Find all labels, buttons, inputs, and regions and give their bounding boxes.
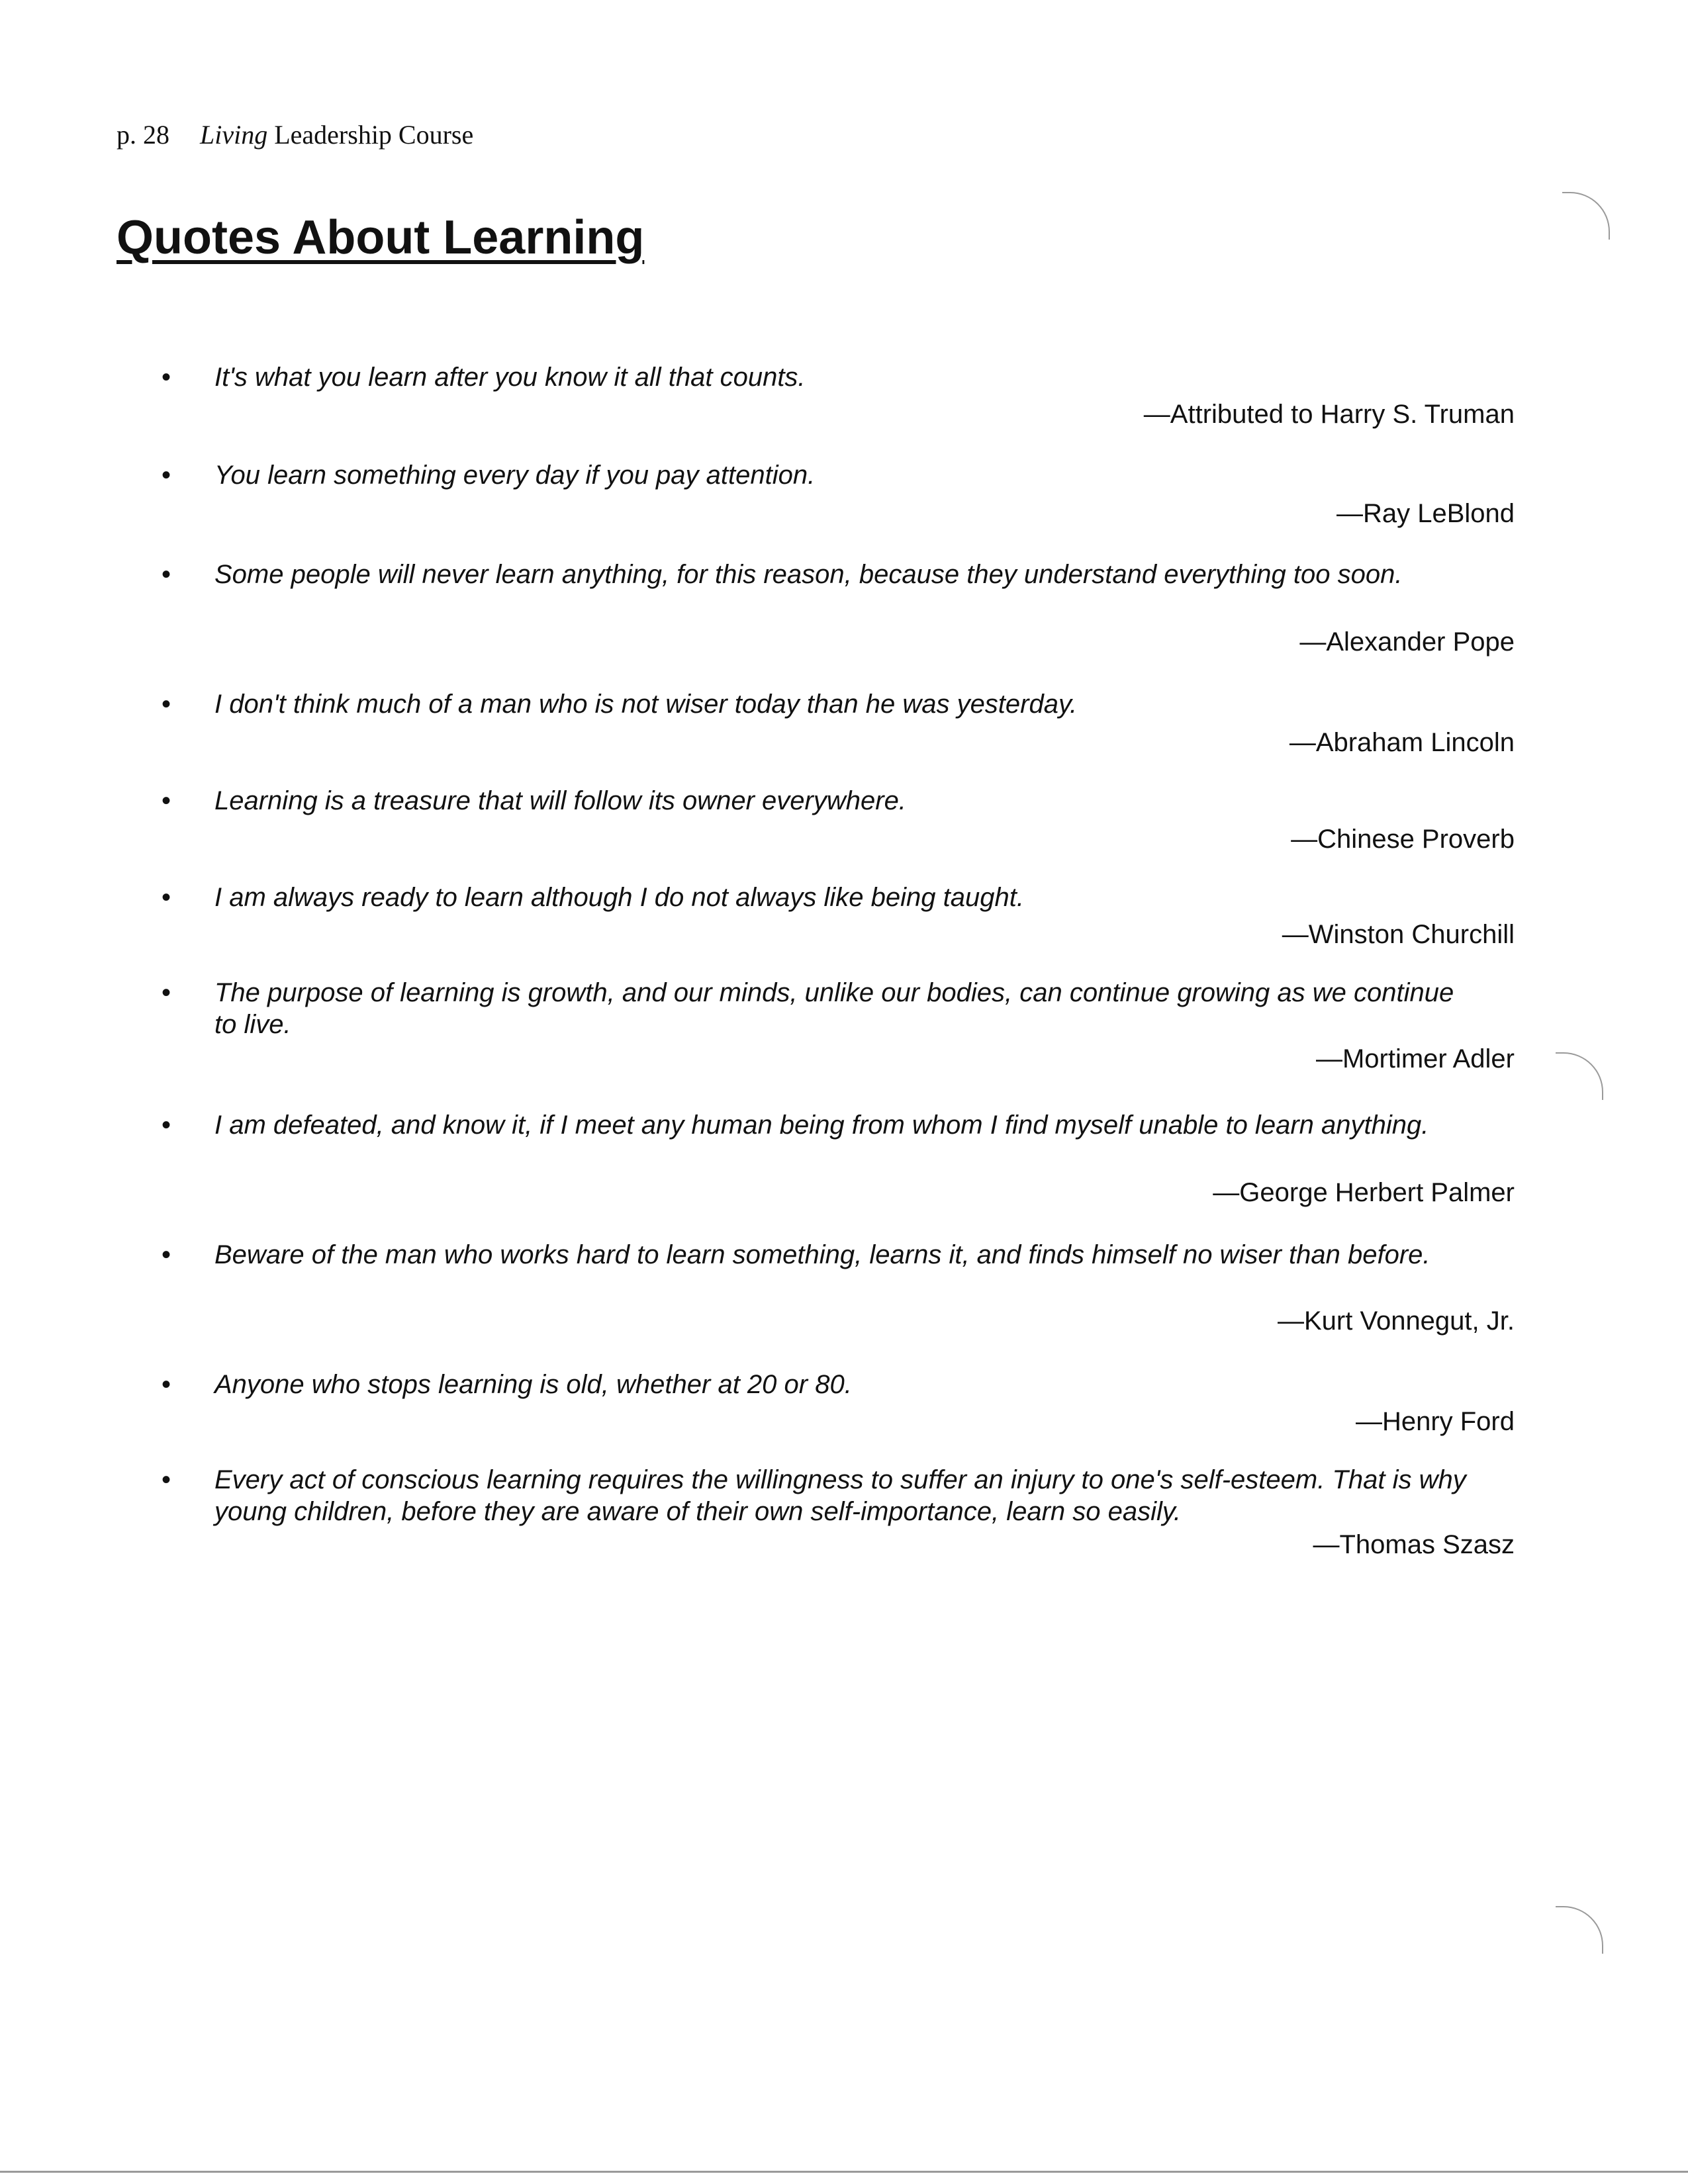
- quote-author: —Winston Churchill: [1282, 920, 1515, 949]
- quote-text: The purpose of learning is growth, and our minds, unlike our bodies, can continue growing as we continue to live.: [214, 978, 1454, 1039]
- quote-author: —Thomas Szasz: [1313, 1530, 1515, 1559]
- quote-author: —Ray LeBlond: [1336, 499, 1515, 528]
- bullet-icon: •: [162, 560, 171, 589]
- bullet-icon: •: [162, 883, 171, 912]
- quote-author: —Alexander Pope: [1299, 627, 1515, 657]
- quote-author: —Attributed to Harry S. Truman: [1143, 400, 1515, 429]
- quote-author: —Mortimer Adler: [1315, 1044, 1515, 1073]
- quote-text: I don't think much of a man who is not wiser today than he was yesterday.: [214, 690, 1078, 719]
- bullet-icon: •: [162, 786, 171, 815]
- quote-author: —George Herbert Palmer: [1213, 1178, 1515, 1207]
- bullet-icon: •: [162, 461, 171, 490]
- scan-edge-line: [0, 2171, 1688, 2173]
- quote-text: Some people will never learn anything, for this reason, because they understand everything too soon.: [214, 560, 1403, 589]
- page-title: Quotes About Learning: [117, 211, 645, 264]
- page-number: p. 28: [117, 120, 169, 150]
- bullet-icon: •: [162, 1465, 171, 1494]
- bullet-icon: •: [162, 690, 171, 719]
- quote-text: Anyone who stops learning is old, whether at 20 or 80.: [214, 1370, 852, 1399]
- bullet-icon: •: [162, 1370, 171, 1399]
- bullet-icon: •: [162, 363, 171, 392]
- quote-author: —Chinese Proverb: [1291, 825, 1515, 854]
- course-name-italic: Living: [200, 120, 268, 150]
- bullet-icon: •: [162, 978, 171, 1007]
- quote-author: —Kurt Vonnegut, Jr.: [1278, 1306, 1515, 1336]
- quote-text: I am always ready to learn although I do not always like being taught.: [214, 883, 1024, 912]
- quote-text: You learn something every day if you pay attention.: [214, 461, 816, 490]
- bullet-icon: •: [162, 1240, 171, 1269]
- quote-text: Beware of the man who works hard to learn something, learns it, and finds himself no wiser than before.: [214, 1240, 1430, 1269]
- course-name: Leadership Course: [274, 120, 474, 150]
- quote-text: I am defeated, and know it, if I meet any human being from whom I find myself unable to learn anything.: [214, 1111, 1429, 1140]
- quote-author: —Abraham Lincoln: [1289, 728, 1515, 757]
- quote-text: Learning is a treasure that will follow its owner everywhere.: [214, 786, 906, 815]
- quote-text: Every act of conscious learning requires the willingness to suffer an injury to one's self-esteem. That is why young children, before they are aware of their own self-importance, learn so easily.: [214, 1465, 1466, 1526]
- quote-text: It's what you learn after you know it all that counts.: [214, 363, 806, 392]
- quote-author: —Henry Ford: [1355, 1407, 1515, 1436]
- bullet-icon: •: [162, 1111, 171, 1140]
